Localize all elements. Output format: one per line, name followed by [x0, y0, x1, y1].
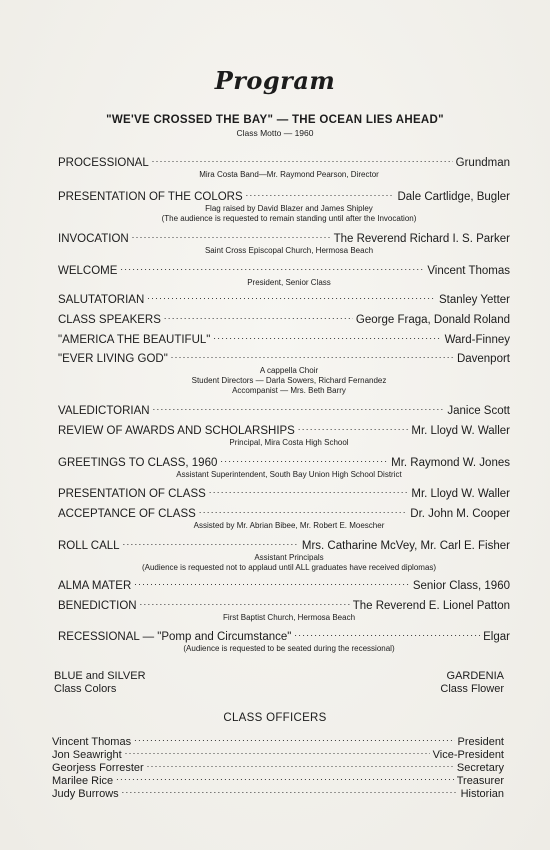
entry-title: INVOCATION [58, 233, 129, 245]
entry-note: First Baptist Church, Hermosa Beach [222, 613, 356, 622]
dot-leader [122, 787, 458, 797]
program-entry-invocation [58, 232, 510, 256]
officer-row [52, 774, 504, 788]
class-flower-value: GARDENIA [446, 670, 504, 682]
program-entry-alma-mater [58, 579, 510, 593]
program-entry-salutatorian [58, 293, 510, 307]
program-entry-greetings [58, 456, 510, 480]
dot-leader [209, 487, 409, 497]
entry-note: Assistant Principals [254, 553, 324, 562]
dot-leader [123, 539, 299, 549]
officer-row [52, 735, 504, 749]
entry-note: Saint Cross Episcopal Church, Hermosa Beach [204, 246, 374, 255]
entry-performer: Ward-Finney [444, 334, 510, 346]
entry-title: PRESENTATION OF CLASS [58, 488, 206, 500]
entry-performer: Mr. Lloyd W. Waller [411, 425, 510, 437]
entry-title: "EVER LIVING GOD" [58, 353, 168, 365]
dot-leader [125, 748, 430, 758]
entry-performer: George Fraga, Donald Roland [355, 314, 510, 326]
officer-role: Vice-President [432, 749, 504, 761]
dot-leader [298, 424, 409, 434]
entry-title: WELCOME [58, 265, 118, 277]
entry-performer: Mr. Lloyd W. Waller [411, 488, 510, 500]
entry-note: Accompanist — Mrs. Beth Barry [232, 386, 346, 395]
dot-leader [246, 190, 395, 200]
entry-title: ROLL CALL [58, 540, 120, 552]
class-colors [54, 670, 146, 696]
entry-note: President, Senior Class [247, 278, 331, 287]
dot-leader [147, 761, 454, 771]
dot-leader [164, 313, 353, 323]
dot-leader [132, 232, 331, 242]
entry-title: "AMERICA THE BEAUTIFUL" [58, 334, 211, 346]
entry-note: (Audience is requested not to applaud until ALL graduates have received diplomas) [141, 563, 437, 572]
dot-leader [116, 774, 454, 784]
entry-performer: The Reverend Richard I. S. Parker [333, 233, 510, 245]
dot-leader [153, 404, 445, 414]
officer-row [52, 748, 504, 762]
entry-performer: Stanley Yetter [439, 294, 510, 306]
program-entry-welcome [58, 264, 510, 288]
officer-role: President [457, 736, 504, 748]
program-entry-benediction [58, 599, 510, 623]
entry-title: BENEDICTION [58, 600, 137, 612]
program-entry-recessional [58, 630, 510, 654]
entry-performer: Janice Scott [447, 405, 510, 417]
dot-leader [294, 630, 480, 640]
program-entry-valedictorian [58, 404, 510, 418]
class-colors-value: BLUE and SILVER [54, 670, 146, 682]
officer-role: Treasurer [456, 775, 504, 787]
program-entry-presentation-of-class [58, 487, 510, 501]
entry-note: Student Directors — Darla Sowers, Richard Fernandez [191, 376, 387, 385]
entry-title: GREETINGS TO CLASS, 1960 [58, 457, 218, 469]
entry-note: (The audience is requested to remain standing until after the Invocation) [161, 214, 417, 223]
entry-title: PROCESSIONAL [58, 157, 149, 169]
dot-leader [171, 352, 454, 362]
entry-note: Assisted by Mr. Abrian Bibee, Mr. Robert E. Moescher [193, 521, 385, 530]
dot-leader [140, 599, 350, 609]
entry-performer: Dale Cartlidge, Bugler [397, 191, 510, 203]
entry-performer: Elgar [483, 631, 510, 643]
entry-title: ALMA MATER [58, 580, 132, 592]
entry-title: CLASS SPEAKERS [58, 314, 161, 326]
dot-leader [152, 156, 453, 166]
class-colors-label: Class Colors [54, 683, 117, 695]
dot-leader [120, 264, 424, 274]
entry-title: RECESSIONAL — "Pomp and Circumstance" [58, 631, 292, 643]
dot-leader [220, 456, 388, 466]
officer-name: Georjess Forrester [52, 762, 144, 774]
officer-name: Judy Burrows [52, 788, 119, 800]
officer-name: Marilee Rice [52, 775, 114, 787]
program-entry-class-speakers [58, 313, 510, 327]
program-entry-ever-living-god [58, 352, 510, 396]
entry-note: A cappella Choir [259, 366, 319, 375]
entry-title: VALEDICTORIAN [58, 405, 150, 417]
dot-leader [134, 579, 410, 589]
entry-note: Flag raised by David Blazer and James Shipley [205, 204, 373, 213]
entry-performer: Mrs. Catharine McVey, Mr. Carl E. Fisher [301, 540, 510, 552]
entry-performer: Mr. Raymond W. Jones [391, 457, 510, 469]
program-entry-roll-call [58, 539, 510, 573]
officer-role: Historian [460, 788, 504, 800]
entry-note: Mira Costa Band—Mr. Raymond Pearson, Director [199, 170, 379, 179]
officer-role: Secretary [456, 762, 504, 774]
class-motto: "WE'VE CROSSED THE BAY" — THE OCEAN LIES AHEAD" [106, 114, 444, 126]
entry-performer: Dr. John M. Cooper [410, 508, 510, 520]
program-entry-acceptance-of-class [58, 507, 510, 531]
officer-row [52, 787, 504, 801]
officer-name: Jon Seawright [52, 749, 122, 761]
dot-leader [199, 507, 407, 517]
program-entry-awards [58, 424, 510, 448]
entry-title: REVIEW OF AWARDS AND SCHOLARSHIPS [58, 425, 295, 437]
dot-leader [147, 293, 436, 303]
entry-note: Assistant Superintendent, South Bay Union High School District [176, 470, 402, 479]
entry-title: ACCEPTANCE OF CLASS [58, 508, 196, 520]
program-entry-processional [58, 156, 510, 180]
entry-title: PRESENTATION OF THE COLORS [58, 191, 243, 203]
entry-title: SALUTATORIAN [58, 294, 145, 306]
program-entry-america-the-beautiful [58, 333, 510, 347]
class-officers-heading: CLASS OFFICERS [223, 712, 327, 724]
entry-performer: The Reverend E. Lionel Patton [352, 600, 510, 612]
officer-row [52, 761, 504, 775]
entry-performer: Senior Class, 1960 [412, 580, 510, 592]
dot-leader [213, 333, 441, 343]
entry-note: Principal, Mira Costa High School [229, 438, 349, 447]
class-flower [440, 670, 504, 696]
class-flower-label: Class Flower [440, 683, 504, 695]
entry-note: (Audience is requested to be seated during the recessional) [183, 644, 395, 653]
class-motto-caption: Class Motto — 1960 [236, 128, 314, 138]
program-entry-colors [58, 190, 510, 224]
page-title: Program [214, 66, 336, 95]
entry-performer: Grundman [455, 157, 510, 169]
entry-performer: Davenport [456, 353, 510, 365]
entry-performer: Vincent Thomas [427, 265, 510, 277]
dot-leader [134, 735, 454, 745]
officer-name: Vincent Thomas [52, 736, 132, 748]
